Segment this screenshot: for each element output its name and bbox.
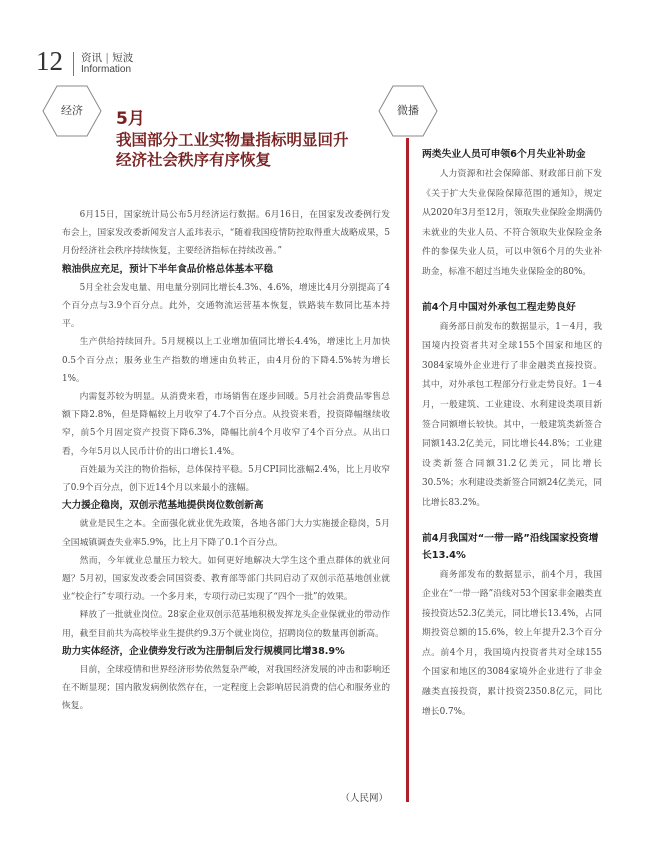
title-line: 5月 <box>116 109 145 129</box>
brief-title: 前4月我国对“一带一路”沿线国家投资增长13.4% <box>422 532 599 561</box>
paragraph: 生产供给持续回升。5月规模以上工业增加值同比增长4.4%，增速比上月加快0.5个百分点；服务业生产指数的增速由负转正，由4月份的下降4.5%转为增长1%。 <box>62 337 390 384</box>
brief-title: 两类失业人员可申领6个月失业补助金 <box>422 149 586 160</box>
subheading: 粮油供应充足，预计下半年食品价格总体基本平稳 <box>62 263 274 275</box>
brief-body: 人力资源和社会保障部、财政部日前下发《关于扩大失业保险保障范围的通知》，规定从2020年3月至12月，领取失业保险金期满仍未就业的失业人员、不符合领取失业保险金条件的参保失业人员，可以申领6个月的失业补助金，标准不超过当地失业保险金的80%。 <box>422 169 602 277</box>
title-line: 经济社会秩序有序恢复 <box>116 151 272 169</box>
section-name: 资讯 <box>81 52 102 64</box>
weibo-tag-label: 微播 <box>397 104 419 117</box>
economy-tag-label: 经济 <box>61 104 83 117</box>
article-source: （人民网） <box>340 793 388 804</box>
section-label: 资讯 | 短波 <box>81 52 134 64</box>
paragraph: 内需复苏较为明显。从消费来看，市场销售在逐步回暖。5月社会消费品零售总额下降2.8%，但是降幅较上月收窄了4.7个百分点。从投资来看，投资降幅继续收窄，前5个月固定资产投资下降6.3%，降幅比前4个月收窄了4个百分点。从出口看，今年5月以人民币计价的出口增长1.4%。 <box>62 392 390 457</box>
paragraph: 目前，全球疫情和世界经济形势依然复杂严峻，对我国经济发展的冲击和影响还在不断显现；国内散发病例依然存在，一定程度上会影响居民消费的信心和服务业的恢复。 <box>62 665 390 712</box>
header-divider <box>73 52 74 76</box>
brief-item <box>422 146 602 283</box>
subsection-name: 短波 <box>112 52 134 64</box>
brief-body: 商务部发布的数据显示，前4个月，我国企业在“一带一路”沿线对53个国家非金融类直接投资达52.3亿美元，同比增长13.4%，占同期投资总额的15.6%，较上年提升2.3个百分点。前4个月，我国境内投资者共对全球155个国家和地区的3084家境外企业进行了非金融类直接投资，累计投资2350.8亿元，同比增长0.7%。 <box>422 569 602 717</box>
brief-item <box>422 299 602 514</box>
paragraph: 5月全社会发电量、用电量分别同比增长4.3%、4.6%，增速比4月分别提高了4个百分点与3.9个百分点。此外，交通物流运营基本恢复，铁路装车数同比基本持平。 <box>62 282 390 330</box>
paragraph: 就业是民生之本。全面强化就业优先政策，各地各部门大力实施援企稳岗，5月全国城镇调查失业率5.9%，比上月下降了0.1个百分点。 <box>62 519 390 548</box>
paragraph: 6月15日，国家统计局公布5月经济运行数据。6月16日，在国家发改委例行发布会上，国家发改委新闻发言人孟玮表示，“随着我国疫情防控取得重大战略成果，5月份经济社会秩序持续恢复，主要经济指标在持续改善。” <box>62 210 390 257</box>
section-english: Information <box>81 64 132 75</box>
brief-item <box>422 530 602 723</box>
brief-title: 前4个月中国对外承包工程走势良好 <box>422 301 576 313</box>
subheading: 助力实体经济，企业债券发行改为注册制后发行规模同比增38.9% <box>62 645 345 657</box>
article-body <box>62 206 390 716</box>
column-divider <box>406 138 409 802</box>
subheading: 大力援企稳岗，双创示范基地提供岗位数创新高 <box>62 500 264 512</box>
economy-tag <box>42 85 102 137</box>
paragraph: 百姓最为关注的物价指标，总体保持平稳。5月CPI同比涨幅2.4%，比上月收窄了0.9个百分点，创下近14个月以来最小的涨幅。 <box>62 464 390 494</box>
page-number: 12 <box>36 46 63 76</box>
article-title <box>116 108 396 170</box>
title-line: 我国部分工业实物量指标明显回升 <box>116 131 349 149</box>
brief-column <box>422 146 602 738</box>
brief-body: 商务部日前发布的数据显示，1－4月，我国境内投资者共对全球155个国家和地区的3084家境外企业进行了非金融类直接投资。其中，对外承包工程部分行业走势良好。1－4月，一般建筑、工业建设、水利建设类项目新签合同额增长较快。其中，一般建筑类新签合同额143.2亿美元，同比增长44.8%；工业建设类新签合同额31.2亿美元，同比增长30.5%；水利建设类新签合同额24亿美元，同比增长83.2%。 <box>422 321 602 508</box>
paragraph: 释放了一批就业岗位。28家企业双创示范基地积极发挥龙头企业保就业的带动作用，截至目前共为高校毕业生提供约9.3万个就业岗位，招聘岗位的数量再创新高。 <box>62 610 390 639</box>
paragraph: 然而，今年就业总量压力较大。如何更好地解决大学生这个重点群体的就业问题？5月初，国家发改委会同国资委、教育部等部门共同启动了双创示范基地创业就业“校企行”专项行动。一个多月来，专项行动已实现了“四个一批”的效果。 <box>62 555 390 603</box>
